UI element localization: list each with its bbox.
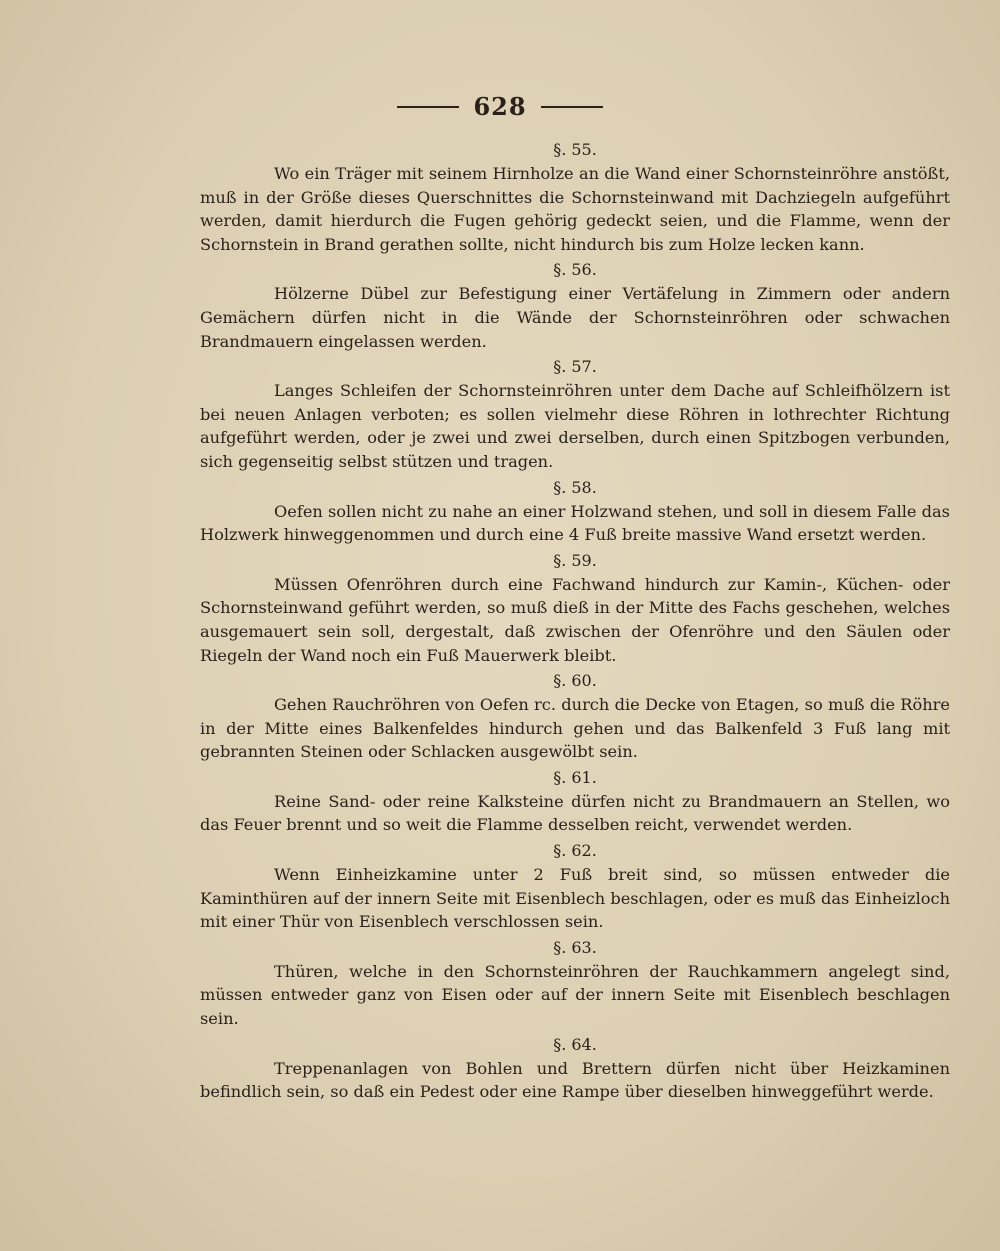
section-paragraph: Oefen sollen nicht zu nahe an einer Holzwand stehen, und soll in diesem Falle das Holzwerk hinweggenommen und durch eine 4 Fuß breite massive Wand ersetzt werden. xyxy=(200,501,950,545)
page-body xyxy=(200,136,950,1104)
section-59 xyxy=(200,549,950,667)
section-heading: §. 64. xyxy=(553,1034,597,1054)
section-heading: §. 62. xyxy=(553,841,597,861)
section-paragraph: Thüren, welche in den Schornsteinröhren der Rauchkammern angelegt sind, müssen entweder ganz von Eisen oder auf der innern Seite mit Eisenblech beschlagen sein. xyxy=(200,961,950,1029)
section-57 xyxy=(200,355,950,473)
section-heading: §. 56. xyxy=(553,260,597,280)
section-paragraph: Treppenanlagen von Bohlen und Brettern dürfen nicht über Heizkaminen befindlich sein, so daß ein Pedest oder eine Rampe über dieselben hinweggeführt werde. xyxy=(200,1058,950,1102)
section-55 xyxy=(200,138,950,256)
section-paragraph: Wenn Einheizkamine unter 2 Fuß breit sind, so müssen entweder die Kaminthüren auf der innern Seite mit Eisenblech beschlagen, oder es muß das Einheizloch mit einer Thür von Eisenblech verschlossen sein. xyxy=(200,865,950,932)
section-63 xyxy=(200,936,950,1031)
section-paragraph: Hölzerne Dübel zur Befestigung einer Vertäfelung in Zimmern oder andern Gemächern dürfen nicht in die Wände der Schornsteinröhren oder schwachen Brandmauern eingelassen werden. xyxy=(200,284,950,351)
section-paragraph: Reine Sand- oder reine Kalksteine dürfen nicht zu Brandmauern an Stellen, wo das Feuer brennt und so weit die Flamme desselben reicht, verwendet werden. xyxy=(200,791,950,835)
section-heading: §. 63. xyxy=(553,937,597,957)
section-58 xyxy=(200,476,950,547)
section-heading: §. 59. xyxy=(553,550,597,570)
page-header xyxy=(0,92,1000,121)
section-paragraph: Müssen Ofenröhren durch eine Fachwand hindurch zur Kamin-, Küchen- oder Schornsteinwand geführt werden, so muß dieß in der Mitte des Fachs geschehen, welches ausgemauert sein soll, dergestalt, daß zwischen der Ofenröhre und den Säulen oder Riegeln der Wand noch ein Fuß Mauerwerk bleibt. xyxy=(200,574,950,665)
section-paragraph: Wo ein Träger mit seinem Hirnholze an die Wand einer Schornsteinröhre anstößt, muß in der Größe dieses Querschnittes die Schornsteinwand mit Dachziegeln aufgeführt werden, damit hierdurch die Fugen gehörig gedeckt seien, und die Flamme, wenn der Schornstein in Brand gerathen sollte, nicht hindurch bis zum Holze lecken kann. xyxy=(200,164,950,254)
section-heading: §. 58. xyxy=(553,477,597,497)
section-62 xyxy=(200,839,950,934)
section-61 xyxy=(200,766,950,837)
header-rule-left xyxy=(397,106,459,108)
section-heading: §. 57. xyxy=(553,357,597,377)
section-heading: §. 60. xyxy=(553,671,597,691)
section-paragraph: Gehen Rauchröhren von Oefen rc. durch die Decke von Etagen, so muß die Röhre in der Mitte eines Balkenfeldes hindurch gehen und das Balkenfeld 3 Fuß lang mit gebrannten Steinen oder Schlacken ausgewölbt sein. xyxy=(200,695,950,762)
header-rule-right xyxy=(541,106,603,108)
section-64 xyxy=(200,1033,950,1104)
section-heading: §. 61. xyxy=(553,767,597,787)
section-60 xyxy=(200,669,950,764)
section-heading: §. 55. xyxy=(553,140,597,159)
page-number: 628 xyxy=(473,92,527,121)
section-paragraph: Langes Schleifen der Schornsteinröhren unter dem Dache auf Schleifhölzern ist bei neuen Anlagen verboten; es sollen vielmehr diese Röhren in lothrechter Richtung aufgeführt werden, oder je zwei und zwei derselben, durch einen Spitzbogen verbunden, sich gegenseitig selbst stützen und tragen. xyxy=(200,381,950,471)
section-56 xyxy=(200,258,950,353)
